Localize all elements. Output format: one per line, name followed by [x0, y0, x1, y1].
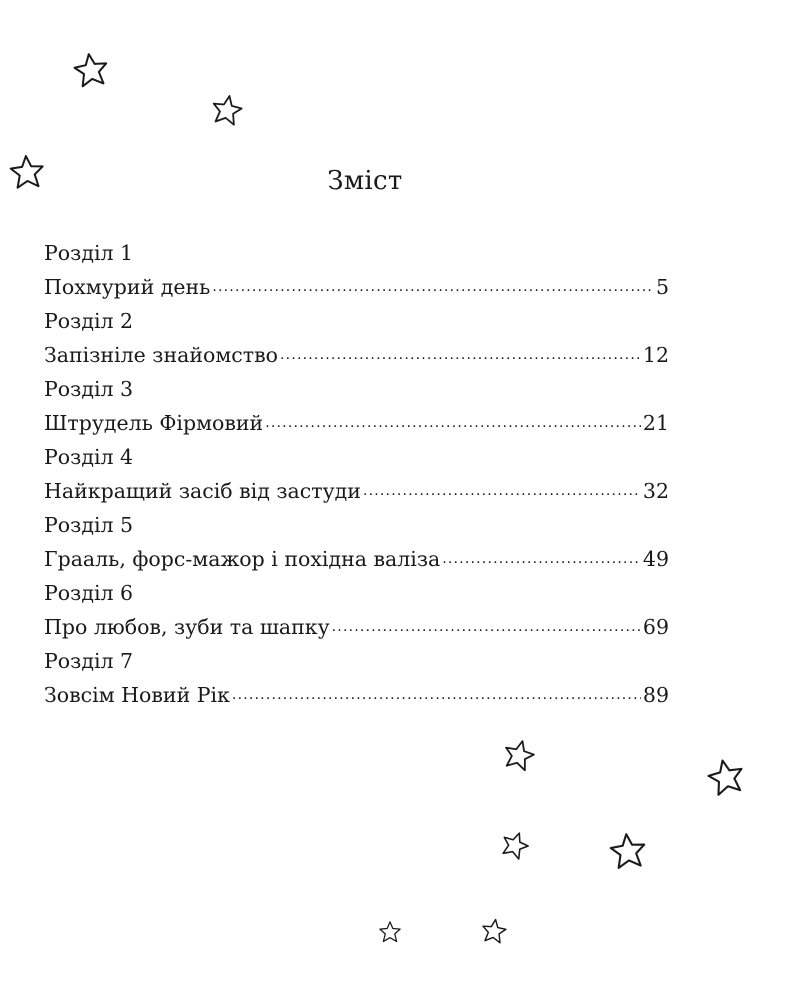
toc-entry — [44, 678, 669, 712]
star-icon — [210, 94, 244, 126]
dot-leader — [265, 403, 641, 440]
chapter-title: Найкращий засіб від застуди — [44, 479, 361, 503]
page-number: 12 — [642, 343, 669, 367]
chapter-title: Запізніле знайомство — [44, 343, 279, 367]
toc-entry — [44, 610, 669, 644]
star-icon — [608, 832, 648, 870]
star-icon — [72, 52, 110, 88]
chapter-label: Розділ 3 — [44, 377, 134, 401]
dot-leader — [363, 471, 641, 508]
chapter-title: Грааль, форс-мажор і похідна валіза — [44, 547, 441, 571]
toc-entry — [44, 406, 669, 440]
toc-title: Зміст — [327, 166, 403, 196]
chapter-label: Розділ 1 — [44, 241, 134, 265]
chapter-title: Похмурий день — [44, 275, 211, 299]
chapter-label: Розділ 4 — [44, 445, 134, 469]
dot-leader — [442, 539, 641, 576]
dot-leader — [332, 607, 641, 644]
toc-entry — [44, 542, 669, 576]
chapter-label: Розділ 7 — [44, 649, 134, 673]
chapter-title: Штрудель Фірмовий — [44, 411, 264, 435]
chapter-title: Про любов, зуби та шапку — [44, 615, 330, 639]
dot-leader — [232, 675, 641, 712]
star-icon — [500, 830, 530, 860]
star-icon — [480, 918, 508, 944]
star-icon — [502, 738, 536, 772]
page-number: 69 — [642, 615, 669, 639]
toc-entry — [44, 474, 669, 508]
star-icon — [378, 920, 402, 944]
dot-leader — [280, 335, 641, 372]
toc-entry — [44, 338, 669, 372]
page-number: 89 — [642, 683, 669, 707]
page-number: 5 — [655, 275, 669, 299]
chapter-label: Розділ 5 — [44, 513, 134, 537]
chapter-label: Розділ 2 — [44, 309, 134, 333]
page-number: 49 — [642, 547, 669, 571]
table-of-contents — [44, 236, 669, 712]
chapter-title: Зовсім Новий Рік — [44, 683, 230, 707]
chapter-label: Розділ 6 — [44, 581, 134, 605]
star-icon — [706, 758, 746, 796]
page-number: 21 — [642, 411, 669, 435]
toc-entry — [44, 270, 669, 304]
dot-leader — [212, 267, 654, 304]
page-number: 32 — [642, 479, 669, 503]
